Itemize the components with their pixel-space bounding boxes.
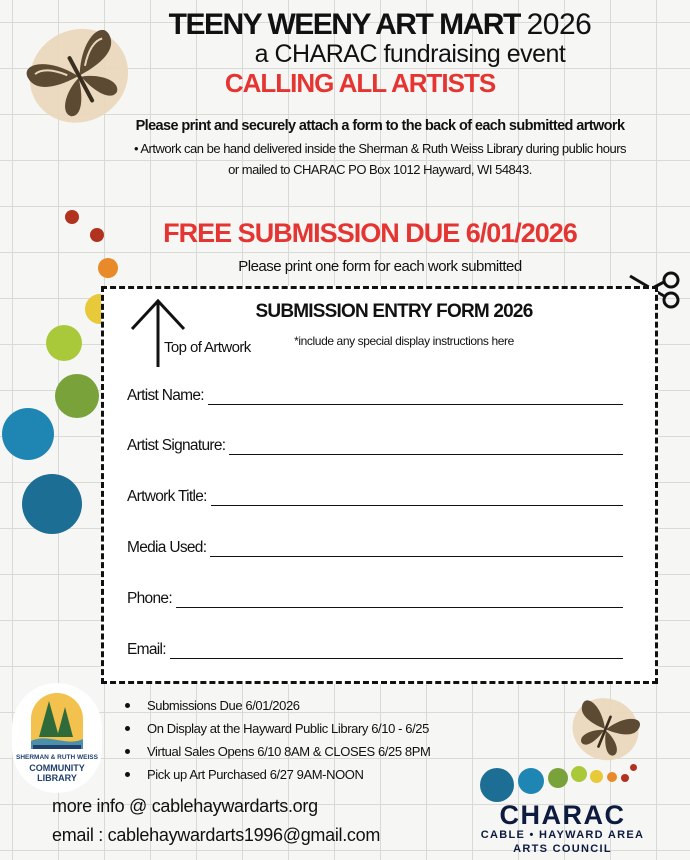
artist-signature-field	[127, 437, 623, 455]
email-label: Email:	[127, 641, 166, 658]
decor-dot	[46, 325, 82, 361]
artist-name-field	[127, 387, 623, 405]
contact-email-link[interactable]: email : cablehaywardarts1996@gmail.com	[52, 825, 381, 845]
attach-instruction: Please print and securely attach a form to the back of each submitted artwork	[135, 118, 625, 134]
logo-dot	[590, 770, 603, 783]
phone-label: Phone:	[127, 590, 172, 607]
media-used-line	[210, 543, 623, 557]
up-arrow-icon	[126, 297, 186, 367]
schedule-list	[125, 698, 430, 790]
event-year: 2026	[526, 8, 592, 41]
decor-dot	[55, 374, 99, 418]
phone-field	[127, 590, 623, 608]
decor-dot	[65, 210, 79, 224]
submission-entry-form	[101, 286, 658, 684]
schedule-item: On Display at the Hayward Public Library 6/10 - 6/25	[125, 721, 430, 744]
logo-dot	[630, 764, 637, 771]
decor-dot	[98, 258, 118, 278]
library-name-line2: COMMUNITY	[29, 763, 85, 773]
decor-dot	[90, 228, 104, 242]
more-info-link[interactable]: more info @ cablehaywardarts.org	[52, 796, 318, 816]
logo-dot	[571, 766, 587, 782]
library-name-line1: SHERMAN & RUTH WEISS	[16, 754, 98, 761]
calling-all-artists: CALLING ALL ARTISTS	[224, 68, 496, 98]
media-used-field	[127, 539, 623, 557]
artist-name-line	[208, 391, 623, 405]
artist-name-label: Artist Name:	[127, 387, 204, 404]
logo-dot	[480, 768, 514, 802]
library-name-line3: LIBRARY	[37, 773, 77, 783]
artist-signature-label: Artist Signature:	[127, 437, 226, 454]
event-title	[150, 8, 610, 42]
email-field	[127, 641, 623, 659]
butterfly-bottom-right-icon	[566, 686, 646, 770]
form-title: SUBMISSION ENTRY FORM 2026	[255, 301, 533, 322]
artwork-title-field	[127, 488, 623, 506]
artwork-title-line	[211, 492, 623, 506]
form-note: *include any special display instructions here	[294, 334, 514, 348]
artist-signature-line	[229, 441, 623, 455]
schedule-item: Virtual Sales Opens 6/10 8AM & CLOSES 6/25 8PM	[125, 744, 430, 767]
email-line	[170, 645, 623, 659]
butterfly-top-left-icon	[18, 14, 138, 134]
media-used-label: Media Used:	[127, 539, 207, 556]
logo-dot	[548, 768, 568, 788]
charac-logo-name: CHARAC	[499, 800, 626, 830]
schedule-item: Submissions Due 6/01/2026	[125, 698, 430, 721]
phone-line	[176, 594, 623, 608]
community-library-logo	[12, 683, 102, 793]
submission-due-headline: FREE SUBMISSION DUE 6/01/2026	[163, 218, 577, 248]
artwork-title-label: Artwork Title:	[127, 488, 207, 505]
logo-dot	[607, 772, 617, 782]
delivery-instruction: • Artwork can be hand delivered inside the Sherman & Ruth Weiss Library during public hours	[133, 141, 627, 156]
event-title-text: TEENY WEENY ART MART	[168, 8, 520, 41]
decor-dot	[22, 474, 82, 534]
pine-tree-icon	[27, 693, 87, 751]
schedule-item: Pick up Art Purchased 6/27 9AM-NOON	[125, 767, 430, 790]
logo-dot	[621, 774, 629, 782]
logo-dot	[518, 768, 544, 794]
charac-logo-line2: ARTS COUNCIL	[513, 843, 612, 855]
mail-instruction: or mailed to CHARAC PO Box 1012 Hayward, WI 54843.	[228, 162, 532, 177]
decor-dot	[2, 408, 54, 460]
event-subtitle: a CHARAC fundraising event	[254, 40, 566, 68]
print-one-note: Please print one form for each work submitted	[238, 258, 522, 275]
charac-logo-line1: CABLE • HAYWARD AREA	[480, 829, 645, 841]
top-of-artwork-label: Top of Artwork	[164, 339, 251, 356]
